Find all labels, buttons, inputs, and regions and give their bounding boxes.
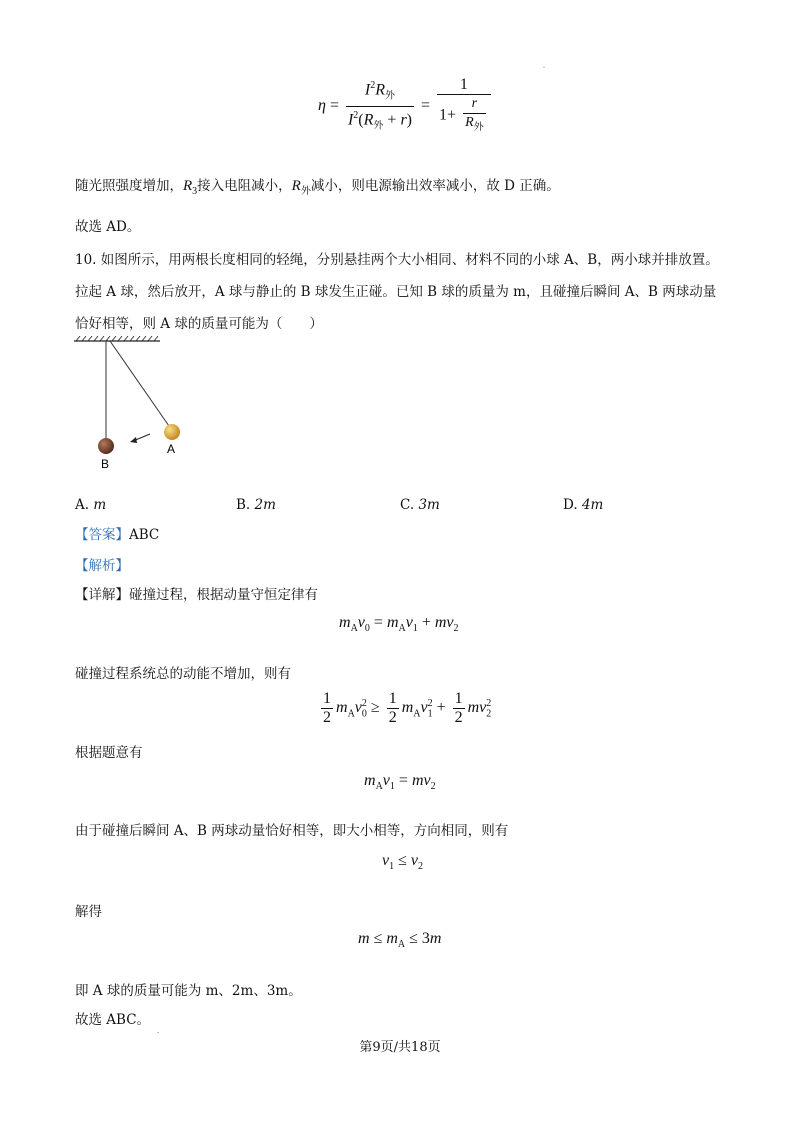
option-a: A. m [75,497,107,513]
text-solve: 解得 [75,904,102,920]
ball-a [164,424,180,440]
question-line-1: 10. 如图所示，用两根长度相同的轻绳，分别悬挂两个大小相同、材料不同的小球 A、B，两小球并排放置。 [75,252,719,268]
text-energy: 碰撞过程系统总的动能不增加，则有 [75,666,291,682]
label-a: A [167,442,176,456]
text-meaning: 根据题意有 [75,745,143,761]
question-line-3: 恰好相等，则 A 球的质量可能为（ ） [75,316,323,332]
answer-tag: 【答案】 [75,527,129,543]
paragraph-choose-ad: 故选 AD。 [75,219,141,235]
eq-equal-momentum: $m_Av_1 = mv_2$ [364,772,436,793]
paragraph-light-intensity: 随光照强度增加，$R_3$接入电阻减小，$R_外$减小，则电源输出效率减小，故 D 正确。 [75,178,560,197]
eq-momentum: $m_Av_0 = m_Av_1 + mv_2$ [339,614,459,635]
pendulum-figure [70,336,180,476]
answer-line [75,526,159,544]
answer-value: ABC [129,527,160,543]
label-b: B [101,457,110,471]
ball-b [98,438,114,454]
efficiency-formula: η = $\frac{I^2R_外}{I^2(R_外 + r)}$ = 1 1+ $\frac{r}{R_外}$ [318,76,494,137]
detail-line: 【详解】碰撞过程，根据动量守恒定律有 [75,587,318,603]
eq-velocity: $v_1 \le v_2$ [382,852,423,873]
scan-speck [157,1032,159,1033]
option-d: D. 4m [563,497,604,513]
option-b: B. 2m [236,497,276,513]
text-result: 即 A 球的质量可能为 m、2m、3m。 [75,983,302,999]
text-since: 由于碰撞后瞬间 A、B 两球动量恰好相等，即大小相等，方向相同，则有 [75,823,509,839]
eq-energy: $\frac{1}{2}$ $m_Av_0^2$ ≥ $\frac{1}{2}$ $m_Av_1^2$ + $\frac{1}{2}$ $mv_2^2$ [323,690,492,726]
question-line-2: 拉起 A 球，然后放开，A 球与静止的 B 球发生正碰。已知 B 球的质量为 m，且碰撞后瞬间 A、B 两球动量 [75,284,717,300]
text-final: 故选 ABC。 [75,1012,151,1028]
eq-result: $m \le m_A \le 3m$ [358,930,442,951]
analysis-tag: 【解析】 [75,558,129,574]
scan-speck [543,67,545,68]
page-footer: 第9页/共18页 [359,1040,441,1055]
option-c: C. 3m [400,497,440,513]
